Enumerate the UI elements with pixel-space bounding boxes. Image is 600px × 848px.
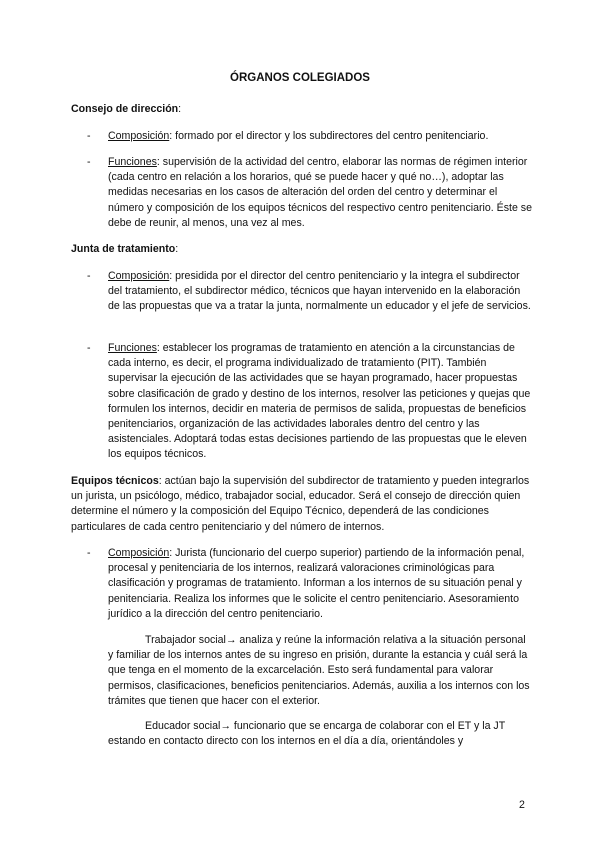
section-equipos-intro [71, 474, 531, 535]
item-label: Composición [108, 270, 170, 282]
item-text: : establecer los programas de tratamiento en atención a la circunstancias de cada interno, es decir, el programa individualizado de tratamiento (PIT). También supervisar la ejecución de las actividades que se hayan programado, hacer propuestas sobre clasificación de grado y destino de los internos, resolver las peticiones y quejas que formulen los internos, decidir en materia de permisos de salida, propuestas de beneficios penitenciarios, organización de las actividades laborales dentro del centro y las asistenciales. Adoptará todas estas decisiones partiendo de las propuestas que le eleven los equipos técnicos. [108, 342, 531, 461]
list-item [87, 129, 532, 144]
page-title: ÓRGANOS COLEGIADOS [230, 72, 370, 84]
heading-suffix: : [178, 103, 182, 115]
item-text: : supervisión de la actividad del centro, elaborar las normas de régimen interior (cada centro en relación a los horarios, qué se puede hacer y qué no…), adoptar las medidas necesarias en los casos de alteración del orden del centro y determinar el número y composición de los equipos técnicos del respectivo centro penitenciario. Éste se debe de reunir, al menos, una vez al mes. [108, 156, 532, 229]
heading-suffix: : [175, 243, 179, 255]
item-text: : Jurista (funcionario del cuerpo superior) partiendo de la información penal, procesal y penitenciaria de los internos, realizará valoraciones criminológicas para clasificación y programas de tratamiento. Informan a los internos de su situación penal y penitenciaria. Realiza los informes que le solicite el centro penitenciario. Asesoramiento jurídico a la dirección del centro penitenciario. [108, 547, 525, 620]
list-item [87, 269, 532, 315]
list-item [87, 155, 532, 231]
item-label: Funciones [108, 156, 157, 168]
intro-text: : actúan bajo la supervisión del subdirector de tratamiento y pueden integrarlos un jurista, un psicólogo, médico, trabajador social, educador. Será el consejo de dirección quien determine el número y la composición del Equipo Técnico, dependerá de las condiciones particulares de cada centro penitenciario y del número de internos. [71, 475, 530, 533]
section-heading-consejo [71, 102, 531, 117]
page-number: 2 [519, 799, 525, 811]
item-label: Funciones [108, 342, 157, 354]
paragraph-educador-social: Educador social→ funcionario que se encarga de colaborar con el ET y la JT estando en contacto directo con los internos en el día a día, orientándoles y [108, 720, 506, 748]
section-heading-junta [71, 242, 531, 257]
item-label: Composición [108, 547, 170, 559]
bullet: - [87, 270, 91, 282]
bullet: - [87, 342, 91, 354]
bullet: - [87, 130, 91, 142]
bullet: - [87, 156, 91, 168]
list-item [87, 546, 532, 622]
paragraph-trabajador-social: Trabajador social→ analiza y reúne la información relativa a la situación personal y familiar de los internos antes de su ingreso en prisión, durante la estancia y cuál será la que tenga en el momento de la excarcelación. Esto será fundamental para valorar permisos, clasificaciones, beneficios penitenciarios. Además, auxilia a los internos con los trámites que tienen que hacer con el exterior. [108, 634, 530, 707]
heading-text: Consejo de dirección [71, 103, 179, 115]
bullet: - [87, 547, 91, 559]
item-text: : formado por el director y los subdirectores del centro penitenciario. [169, 130, 489, 142]
item-text: : presidida por el director del centro penitenciario y la integra el subdirector del tratamiento, el subdirector médico, técnicos que hayan intervenido en la elaboración de las propuestas que va a tratar la junta, normalmente un educador y el jefe de servicios. [108, 270, 531, 313]
item-label: Composición [108, 130, 170, 142]
heading-text: Equipos técnicos [71, 475, 159, 487]
heading-text: Junta de tratamiento [71, 243, 176, 255]
list-item [87, 341, 532, 463]
